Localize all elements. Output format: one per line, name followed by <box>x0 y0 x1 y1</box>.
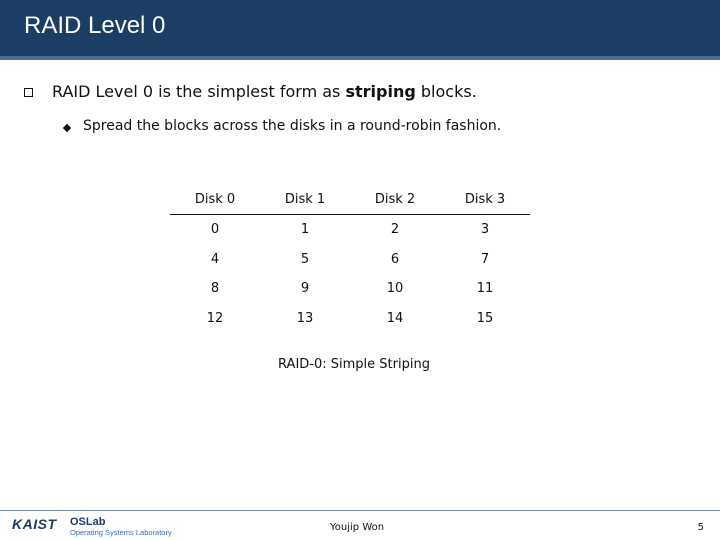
table-cell: 2 <box>390 222 400 238</box>
table-cell: 11 <box>476 281 494 297</box>
table-cell: 5 <box>300 251 310 267</box>
table-row <box>170 304 530 334</box>
table-cell: 12 <box>206 310 224 326</box>
logo-oslab-text: OSLab <box>70 516 106 528</box>
table-row <box>170 245 530 275</box>
table-cell: 0 <box>210 222 220 238</box>
bullet-text-prefix: RAID Level 0 is the simplest form as <box>52 82 346 101</box>
table-cell: 4 <box>210 251 220 267</box>
slide-title: RAID Level 0 <box>24 12 166 39</box>
sub-bullet-text: Spread the blocks across the disks in a round-robin fashion. <box>83 118 502 134</box>
column-header: Disk 1 <box>260 184 350 215</box>
column-header: Disk 3 <box>440 184 530 215</box>
bullet-text-main <box>52 82 477 101</box>
table-cell: 14 <box>386 310 404 326</box>
table-cell: 6 <box>390 251 400 267</box>
square-bullet-icon <box>24 88 33 97</box>
table-caption: RAID-0: Simple Striping <box>278 357 430 372</box>
table-cell: 10 <box>386 281 404 297</box>
footer-divider <box>0 510 720 511</box>
author-name: Youjip Won <box>330 522 385 533</box>
title-divider <box>0 56 720 60</box>
table-cell: 8 <box>210 281 220 297</box>
diamond-bullet-icon <box>63 124 71 132</box>
table-cell: 13 <box>296 310 314 326</box>
column-header: Disk 2 <box>350 184 440 215</box>
table-cell: 15 <box>476 310 494 326</box>
page-number: 5 <box>697 522 704 533</box>
logo-kaist-text: KAIST <box>12 516 57 532</box>
table-row <box>170 215 530 245</box>
table-cell: 3 <box>480 222 490 238</box>
logo-subtitle: Operating Systems Laboratory <box>70 528 172 537</box>
bullet-text-suffix: blocks. <box>415 82 477 101</box>
table-cell: 1 <box>300 222 310 238</box>
raid-table <box>170 184 530 333</box>
table-cell: 7 <box>480 251 490 267</box>
table-row <box>170 274 530 304</box>
table-header-row <box>170 184 530 215</box>
bullet-text-bold: striping <box>345 82 416 101</box>
kaist-oslab-logo <box>12 516 212 538</box>
column-header: Disk 0 <box>170 184 260 215</box>
table-cell: 9 <box>300 281 310 297</box>
